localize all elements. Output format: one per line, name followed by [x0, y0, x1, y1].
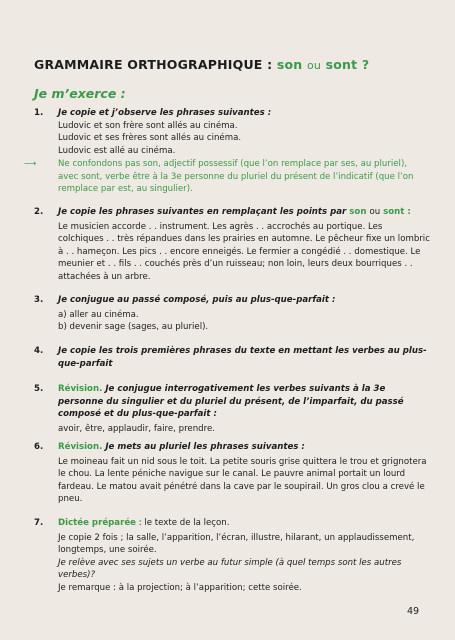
section-heading: Je m’exerce : — [34, 86, 126, 101]
exercise-text: Le musicien accorde . . instrument. Les agrès . . accrochés au portique. Les colchiques . . très répandues dans les prairies en automne. Le pêcheur fixe un lombric à . . hameçon. Les pics . . encore enneigés. Le fermier a congédié . . domestique. Le meunier et . . fils . . couchés près d’un ruisseau; non loin, leurs deux bourriques . . attachées à un arbre. — [58, 221, 430, 282]
exercise-number: 6. — [34, 442, 44, 452]
keyword-ou: ou — [369, 207, 381, 217]
exercise-instruction: Je conjugue interrogativement les verbes suivants à la 3e personne du singulier et du pluriel du présent, de l’imparfait, du passé composé et du plus-que-parfait : — [58, 384, 404, 419]
example-sentence: Ludovic et ses frères sont allés au cinéma. — [58, 133, 242, 143]
keyword-sont: sont : — [383, 207, 411, 217]
title-main: GRAMMAIRE ORTHOGRAPHIQUE : — [34, 57, 273, 72]
exercise-7 — [34, 517, 430, 594]
title-sont: sont ? — [325, 57, 370, 72]
exercise-6 — [34, 441, 430, 506]
revision-label: Révision. — [58, 442, 103, 452]
exercise-instruction: Je copie les trois premières phrases du texte en mettant les verbes au plus-que-parfait — [58, 346, 427, 369]
exercise-number: 3. — [34, 295, 44, 305]
exercise-4 — [34, 345, 430, 370]
title-ou: ou — [306, 59, 322, 72]
exercise-instruction: Je copie et j’observe les phrases suivantes : — [58, 108, 272, 118]
exercise-5 — [34, 383, 430, 435]
exercise-1 — [24, 107, 430, 196]
exercise-number: 4. — [34, 346, 44, 356]
page-number: 49 — [407, 606, 420, 617]
page-title — [34, 57, 369, 72]
exercise-3 — [34, 294, 430, 334]
dictation-line: Je copie 2 fois ; la salle, l’apparition, l’écran, illustre, hilarant, un applaudissement, longtemps, une soirée. — [58, 532, 415, 555]
item-a: a) aller au cinéma. — [58, 309, 139, 320]
exercise-number: 2. — [34, 207, 44, 217]
dictation-line: Je relève avec ses sujets un verbe au futur simple (à quel temps sont les autres verbes)? — [58, 557, 402, 580]
example-sentence: Ludovic est allé au cinéma. — [58, 145, 176, 156]
title-son: son — [276, 57, 303, 72]
exercise-instruction: Je mets au pluriel les phrases suivantes : — [105, 442, 305, 452]
exercise-2 — [34, 206, 430, 283]
exercise-number: 5. — [34, 384, 44, 394]
dictation-line: Je remarque : à la projection; à l’apparition; cette soirée. — [58, 582, 302, 593]
revision-label: Révision. — [58, 384, 103, 394]
item-b: b) devenir sage (sages, au pluriel). — [58, 322, 209, 332]
exercise-instruction: : le texte de la leçon. — [138, 518, 230, 528]
keyword-son: son — [349, 207, 367, 217]
exercise-text: avoir, être, applaudir, faire, prendre. — [58, 423, 215, 434]
exercise-number: 7. — [34, 518, 44, 528]
grammar-note: Ne confondons pas son, adjectif possessif (que l’on remplace par ses, au pluriel), avec sont, verbe être à la 3e personne du pluriel du présent de l’indicatif (que l’on remplace par est, au singulier). — [58, 159, 414, 194]
dictation-label: Dictée préparée — [58, 518, 136, 528]
exercise-number: 1. — [34, 108, 44, 118]
example-sentence: Ludovic et son frère sont allés au cinéma. — [58, 120, 238, 131]
exercise-instruction: Je conjugue au passé composé, puis au plus-que-parfait : — [58, 295, 336, 305]
exercise-instruction: Je copie les phrases suivantes en remplaçant les points par — [58, 207, 347, 217]
exercise-text: Le moineau fait un nid sous le toit. La petite souris grise quittera le trou et grignotera le chou. La lente péniche navigue sur le canal. Le pauvre animal portait un lourd fardeau. Le matou avait pénétré dans la cave par le soupirail. Un gros clou a crevé le pneu. — [58, 456, 427, 504]
arrow-icon: ⟶ — [24, 159, 37, 169]
